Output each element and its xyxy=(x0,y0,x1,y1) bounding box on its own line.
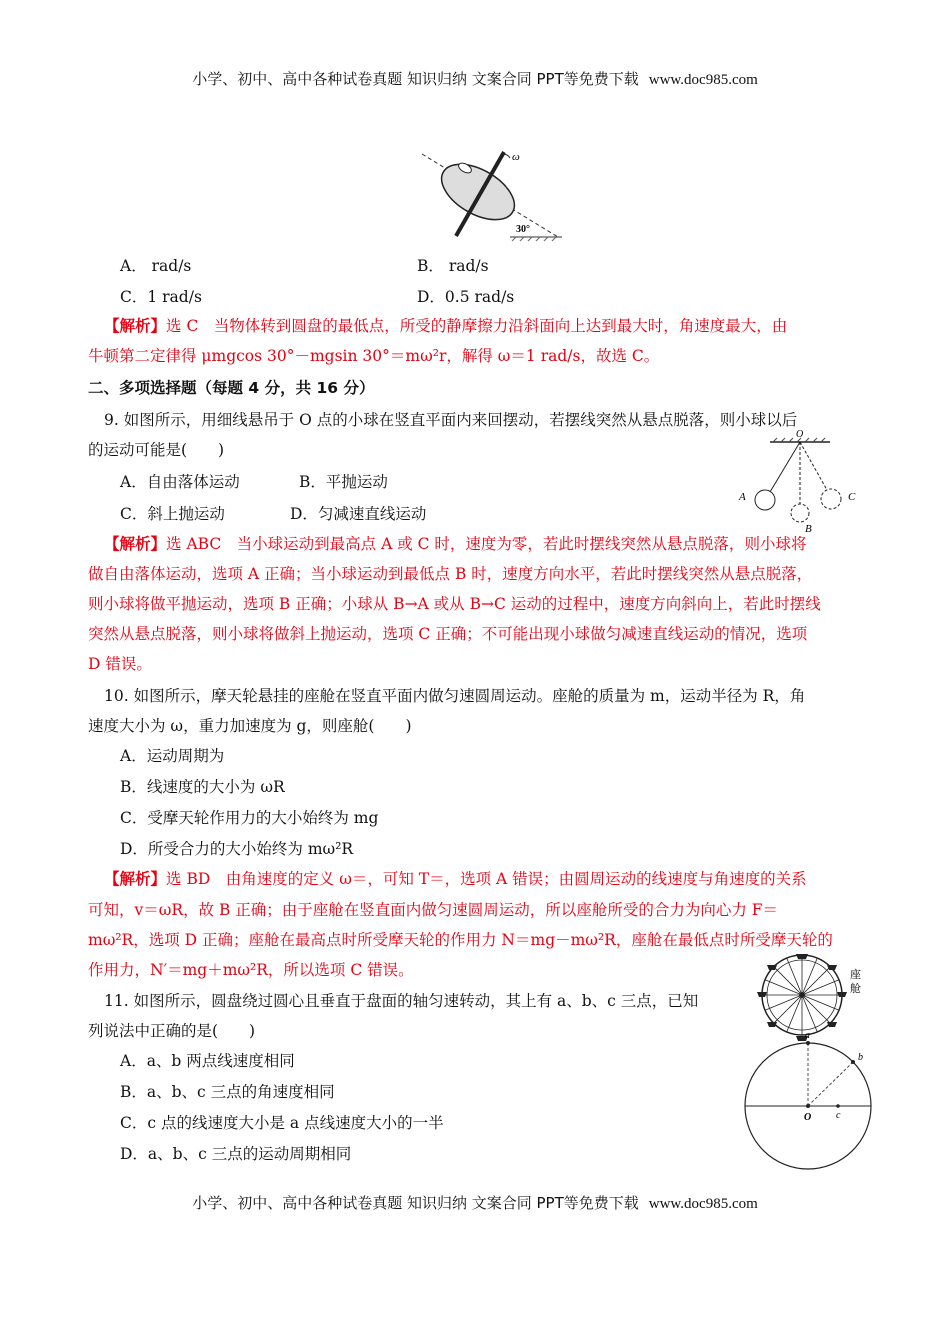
q8-omega-label: ω xyxy=(512,151,520,163)
q10-analysis-line4: 作用力，N′＝mg＋mω²R，所以选项 C 错误。 xyxy=(88,961,414,979)
q11-option-a: A．a、b 两点线速度相同 xyxy=(120,1052,295,1070)
q11-point-a: a xyxy=(805,1030,810,1041)
q11-option-c: C．c 点的线速度大小是 a 点线速度大小的一半 xyxy=(120,1114,444,1132)
footer-url[interactable]: www.doc985.com xyxy=(648,1196,758,1212)
q11-figure xyxy=(738,1030,878,1172)
q10-option-a: A．运动周期为 xyxy=(120,747,225,765)
q9-analysis-tag: 【解析】 xyxy=(104,535,167,553)
q8-figure xyxy=(420,148,565,243)
q8-analysis-tag: 【解析】 xyxy=(104,317,167,335)
q9-analysis-line1: 【解析】选 ABC 当小球运动到最高点 A 或 C 时，速度为零，若此时摆线突然从悬点脱落，则小球将 xyxy=(104,535,807,553)
q9-point-o: O xyxy=(796,429,804,440)
q10-stem-line1: 10. 如图所示，摩天轮悬挂的座舱在竖直平面内做匀速圆周运动。座舱的质量为 m，运动半径为 R，角 xyxy=(104,687,806,705)
q10-analysis-line3: mω²R，选项 D 正确；座舱在最高点时所受摩天轮的作用力 N＝mg－mω²R，座舱在最低点时所受摩天轮的 xyxy=(88,931,833,949)
q8-analysis-line2: 牛顿第二定律得 μmgcos 30°－mgsin 30°＝mω²r，解得 ω＝1 rad/s，故选 C。 xyxy=(88,347,660,365)
q9-analysis-line5: D 错误。 xyxy=(88,655,152,673)
q8-angle-label: 30° xyxy=(516,224,530,235)
header-text: 小学、初中、高中各种试卷真题 知识归纳 文案合同 PPT等免费下载 xyxy=(192,70,639,88)
q9-option-c: C．斜上抛运动 xyxy=(120,505,225,523)
q10-stem-line2: 速度大小为 ω，重力加速度为 g，则座舱( ) xyxy=(88,717,412,735)
q8-option-d: D．0.5 rad/s xyxy=(417,288,515,306)
q9-stem-line1: 9. 如图所示，用细线悬吊于 O 点的小球在竖直平面内来回摆动，若摆线突然从悬点脱落，则小球以后 xyxy=(104,411,798,429)
q9-analysis-line2: 做自由落体运动，选项 A 正确；当小球运动到最低点 B 时，速度方向水平，若此时摆线突然从悬点脱落， xyxy=(88,565,813,583)
q9-figure xyxy=(735,428,865,538)
q10-label-2: 舱 xyxy=(850,983,861,995)
q11-stem-line2: 列说法中正确的是( ) xyxy=(88,1022,256,1040)
q11-option-b: B．a、b、c 三点的角速度相同 xyxy=(120,1083,335,1101)
q11-point-b: b xyxy=(858,1052,863,1063)
page-footer xyxy=(0,1192,950,1213)
q10-option-c: C．受摩天轮作用力的大小始终为 mg xyxy=(120,809,379,827)
q9-point-c: C xyxy=(848,491,856,503)
q10-analysis-line1: 【解析】选 BD 由角速度的定义 ω＝，可知 T＝，选项 A 错误；由圆周运动的线速度与角速度的关系 xyxy=(104,870,807,888)
footer-text: 小学、初中、高中各种试卷真题 知识归纳 文案合同 PPT等免费下载 xyxy=(192,1194,639,1212)
q8-analysis-line1: 【解析】选 C 当物体转到圆盘的最低点，所受的静摩擦力沿斜面向上达到最大时，角速度最大，由 xyxy=(104,317,788,335)
q10-figure xyxy=(752,948,867,1043)
q11-stem-line1: 11. 如图所示，圆盘绕过圆心且垂直于盘面的轴匀速转动，其上有 a、b、c 三点，已知 xyxy=(104,992,699,1010)
q10-option-b: B．线速度的大小为 ωR xyxy=(120,778,285,796)
q11-point-o: O xyxy=(804,1112,812,1123)
header-url[interactable]: www.doc985.com xyxy=(648,72,758,88)
q10-label-1: 座 xyxy=(850,969,861,981)
q11-point-c: c xyxy=(836,1110,841,1121)
q9-option-d: D．匀减速直线运动 xyxy=(290,505,427,523)
page-header xyxy=(0,68,950,89)
q9-option-b: B．平抛运动 xyxy=(299,473,388,491)
q8-option-c: C．1 rad/s xyxy=(120,288,202,306)
q9-point-a: A xyxy=(739,491,746,503)
q10-option-d: D．所受合力的大小始终为 mω²R xyxy=(120,840,354,858)
q8-option-a: A． rad/s xyxy=(120,257,192,275)
section-title: 二、多项选择题（每题 4 分，共 16 分） xyxy=(88,379,375,397)
q10-analysis-tag: 【解析】 xyxy=(104,870,167,888)
q8-option-b: B． rad/s xyxy=(417,257,489,275)
q9-analysis-line4: 突然从悬点脱落，则小球将做斜上抛运动，选项 C 正确；不可能出现小球做匀减速直线运动的情况，选项 xyxy=(88,625,808,643)
q9-point-b: B xyxy=(805,523,812,535)
q10-analysis-line2: 可知，v＝ωR，故 B 正确；由于座舱在竖直面内做匀速圆周运动，所以座舱所受的合力为向心力 F＝ xyxy=(88,901,778,919)
q9-analysis-line3: 则小球将做平抛运动，选项 B 正确；小球从 B→A 或从 B→C 运动的过程中，速度方向斜向上，若此时摆线 xyxy=(88,595,821,613)
q9-stem-line2: 的运动可能是( ) xyxy=(88,441,225,459)
q9-option-a: A．自由落体运动 xyxy=(120,473,240,491)
q11-option-d: D．a、b、c 三点的运动周期相同 xyxy=(120,1145,352,1163)
